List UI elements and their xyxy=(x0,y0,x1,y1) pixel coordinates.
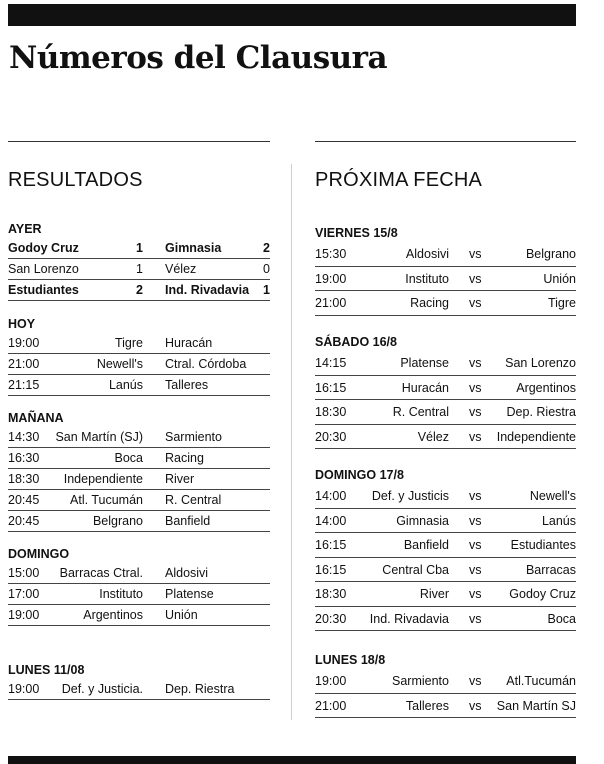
vs-label: vs xyxy=(469,562,482,577)
match-time: 19:00 xyxy=(315,674,347,688)
match-time: 16:15 xyxy=(315,538,347,552)
home-team: Independiente xyxy=(63,472,143,486)
match-time: 14:00 xyxy=(315,513,347,528)
home-team: Instituto xyxy=(405,271,449,286)
home-team: Talleres xyxy=(405,698,449,713)
vs-label: vs xyxy=(469,587,482,601)
away-team: Gimnasia xyxy=(165,241,222,255)
away-team: Racing xyxy=(165,451,204,465)
away-team: Argentinos xyxy=(516,380,576,395)
match-time: 21:00 xyxy=(315,296,347,310)
home-team: Aldosivi xyxy=(405,247,449,261)
vs-label: vs xyxy=(469,271,482,286)
match-time: 17:00 xyxy=(8,587,40,601)
match-time: 20:45 xyxy=(8,514,40,528)
fixture-row xyxy=(315,582,576,607)
match-time: 21:15 xyxy=(8,378,40,392)
match-time: 14:30 xyxy=(8,430,40,444)
section-label: MAÑANA xyxy=(8,411,64,425)
away-score: 1 xyxy=(263,283,270,297)
away-team: Talleres xyxy=(165,378,209,392)
home-team: Def. y Justicia. xyxy=(61,682,143,696)
section-lunes-18 xyxy=(315,651,576,718)
away-score: 2 xyxy=(263,241,270,255)
section-label: AYER xyxy=(8,222,42,236)
vs-label: vs xyxy=(469,611,482,626)
away-team: Unión xyxy=(543,271,576,286)
vs-label: vs xyxy=(469,674,482,688)
match-time: 20:45 xyxy=(8,493,40,507)
section-ayer xyxy=(8,220,270,301)
fixture-row xyxy=(8,448,270,469)
match-time: 16:15 xyxy=(315,562,347,577)
home-team: Huracán xyxy=(401,380,449,395)
match-time: 19:00 xyxy=(315,271,347,286)
fixture-row xyxy=(8,605,270,626)
away-team: Tigre xyxy=(547,296,576,310)
home-team: River xyxy=(419,587,449,601)
away-team: Belgrano xyxy=(525,247,576,261)
match-time: 20:30 xyxy=(315,429,347,444)
home-team: San Lorenzo xyxy=(8,262,79,276)
section-hoy xyxy=(8,315,270,396)
away-team: Godoy Cruz xyxy=(509,587,576,601)
match-time: 18:30 xyxy=(315,405,347,419)
results-column xyxy=(8,168,270,696)
vs-label: vs xyxy=(469,513,482,528)
away-team: Lanús xyxy=(541,513,576,528)
section-label: SÁBADO 16/8 xyxy=(315,335,397,349)
away-team: Vélez xyxy=(165,262,197,276)
match-time: 18:30 xyxy=(315,587,347,601)
fixture-row xyxy=(315,242,576,267)
home-team: R. Central xyxy=(392,405,449,419)
home-team: Instituto xyxy=(99,587,143,601)
match-time: 16:30 xyxy=(8,451,40,465)
top-bar xyxy=(8,4,576,26)
home-score: 1 xyxy=(136,241,143,255)
vs-label: vs xyxy=(469,405,482,419)
vs-label: vs xyxy=(469,356,482,370)
fixture-row xyxy=(8,354,270,375)
vs-label: vs xyxy=(469,247,482,261)
vs-label: vs xyxy=(469,296,482,310)
away-team: Sarmiento xyxy=(165,430,222,444)
away-team: Estudiantes xyxy=(510,538,576,552)
fixture-row xyxy=(8,679,270,700)
match-time: 16:15 xyxy=(315,380,347,395)
home-team: Def. y Justicis xyxy=(371,489,449,503)
fixture-row xyxy=(315,484,576,509)
fixture-row xyxy=(8,469,270,490)
away-team: Atl.Tucumán xyxy=(506,674,576,688)
home-team: Atl. Tucumán xyxy=(70,493,143,507)
away-team: Banfield xyxy=(165,514,211,528)
away-team: Dep. Riestra xyxy=(165,682,235,696)
section-manana xyxy=(8,409,270,532)
section-label: LUNES 11/08 xyxy=(8,663,85,677)
home-team: Ind. Rivadavia xyxy=(369,611,449,626)
fixture-row xyxy=(315,669,576,694)
bottom-bar xyxy=(8,756,576,764)
home-score: 1 xyxy=(136,262,143,276)
away-team: Independiente xyxy=(496,429,576,444)
home-team: Racing xyxy=(410,296,449,310)
fixture-row xyxy=(8,375,270,396)
home-team: Gimnasia xyxy=(396,513,449,528)
next-round-column xyxy=(315,168,576,713)
home-team: Banfield xyxy=(403,538,449,552)
home-team: Barracas Ctral. xyxy=(59,566,143,580)
fixture-row xyxy=(315,558,576,583)
away-team: San Lorenzo xyxy=(505,356,576,370)
match-time: 19:00 xyxy=(8,682,40,696)
away-team: Ctral. Córdoba xyxy=(165,357,247,371)
match-time: 21:00 xyxy=(315,698,347,713)
home-team: Tigre xyxy=(114,336,143,350)
away-team: R. Central xyxy=(165,493,222,507)
fixture-row xyxy=(315,694,576,719)
match-time: 14:00 xyxy=(315,489,347,503)
home-team: Sarmiento xyxy=(392,674,449,688)
fixture-row xyxy=(8,563,270,584)
away-team: Boca xyxy=(547,611,576,626)
section-label: DOMINGO 17/8 xyxy=(315,468,404,482)
match-time: 19:00 xyxy=(8,608,40,622)
page-title: Números del Clausura xyxy=(9,40,388,76)
home-team: Central Cba xyxy=(382,562,449,577)
away-team: River xyxy=(165,472,195,486)
home-team: Argentinos xyxy=(83,608,143,622)
fixture-row xyxy=(315,509,576,534)
home-team: Lanús xyxy=(108,378,143,392)
vs-label: vs xyxy=(469,429,482,444)
vs-label: vs xyxy=(469,380,482,395)
home-team: Estudiantes xyxy=(8,283,79,297)
fixture-row xyxy=(315,425,576,450)
away-team: Ind. Rivadavia xyxy=(165,283,250,297)
away-team: Newell's xyxy=(529,489,576,503)
fixture-row xyxy=(315,607,576,632)
home-score: 2 xyxy=(136,283,143,297)
fixture-row xyxy=(315,533,576,558)
fixture-row xyxy=(315,291,576,316)
away-team: San Martín SJ xyxy=(496,698,576,713)
fixture-row xyxy=(315,351,576,376)
vs-label: vs xyxy=(469,489,482,503)
result-row xyxy=(8,259,270,280)
match-time: 18:30 xyxy=(8,472,40,486)
home-team: Newell's xyxy=(96,357,143,371)
section-label: LUNES 18/8 xyxy=(315,653,386,667)
home-team: Godoy Cruz xyxy=(8,241,79,255)
fixture-row xyxy=(8,333,270,354)
home-team: Platense xyxy=(400,356,449,370)
fixture-row xyxy=(315,267,576,292)
section-sabado xyxy=(315,333,576,449)
away-team: Platense xyxy=(165,587,214,601)
home-team: Vélez xyxy=(417,429,449,444)
away-team: Unión xyxy=(165,608,198,622)
away-team: Barracas xyxy=(525,562,576,577)
away-team: Dep. Riestra xyxy=(506,405,576,419)
results-heading: RESULTADOS xyxy=(8,169,143,191)
match-time: 14:15 xyxy=(315,356,347,370)
vs-label: vs xyxy=(469,538,482,552)
away-team: Aldosivi xyxy=(165,566,209,580)
section-domingo-17 xyxy=(315,466,576,631)
fixture-row xyxy=(315,376,576,401)
fixture-row xyxy=(8,584,270,605)
away-team: Huracán xyxy=(165,336,213,350)
section-domingo xyxy=(8,545,270,626)
vs-label: vs xyxy=(469,698,482,713)
home-team: Belgrano xyxy=(92,514,143,528)
fixture-row xyxy=(8,511,270,532)
match-time: 15:30 xyxy=(315,247,347,261)
match-time: 20:30 xyxy=(315,611,347,626)
divider-right xyxy=(315,141,576,142)
fixture-row xyxy=(8,490,270,511)
away-score: 0 xyxy=(263,262,270,276)
section-label: DOMINGO xyxy=(8,547,70,561)
result-row xyxy=(8,238,270,259)
section-label: HOY xyxy=(8,317,36,331)
divider-left xyxy=(8,141,270,142)
result-row xyxy=(8,280,270,301)
match-time: 15:00 xyxy=(8,566,40,580)
next-round-heading: PRÓXIMA FECHA xyxy=(315,169,483,191)
fixture-row xyxy=(8,427,270,448)
section-label: VIERNES 15/8 xyxy=(315,226,398,240)
match-time: 19:00 xyxy=(8,336,40,350)
home-team: Boca xyxy=(114,451,143,465)
home-team: San Martín (SJ) xyxy=(55,430,143,444)
match-time: 21:00 xyxy=(8,357,40,371)
section-viernes xyxy=(315,224,576,316)
section-lunes xyxy=(8,661,270,700)
fixture-row xyxy=(315,400,576,425)
column-divider xyxy=(291,164,292,720)
